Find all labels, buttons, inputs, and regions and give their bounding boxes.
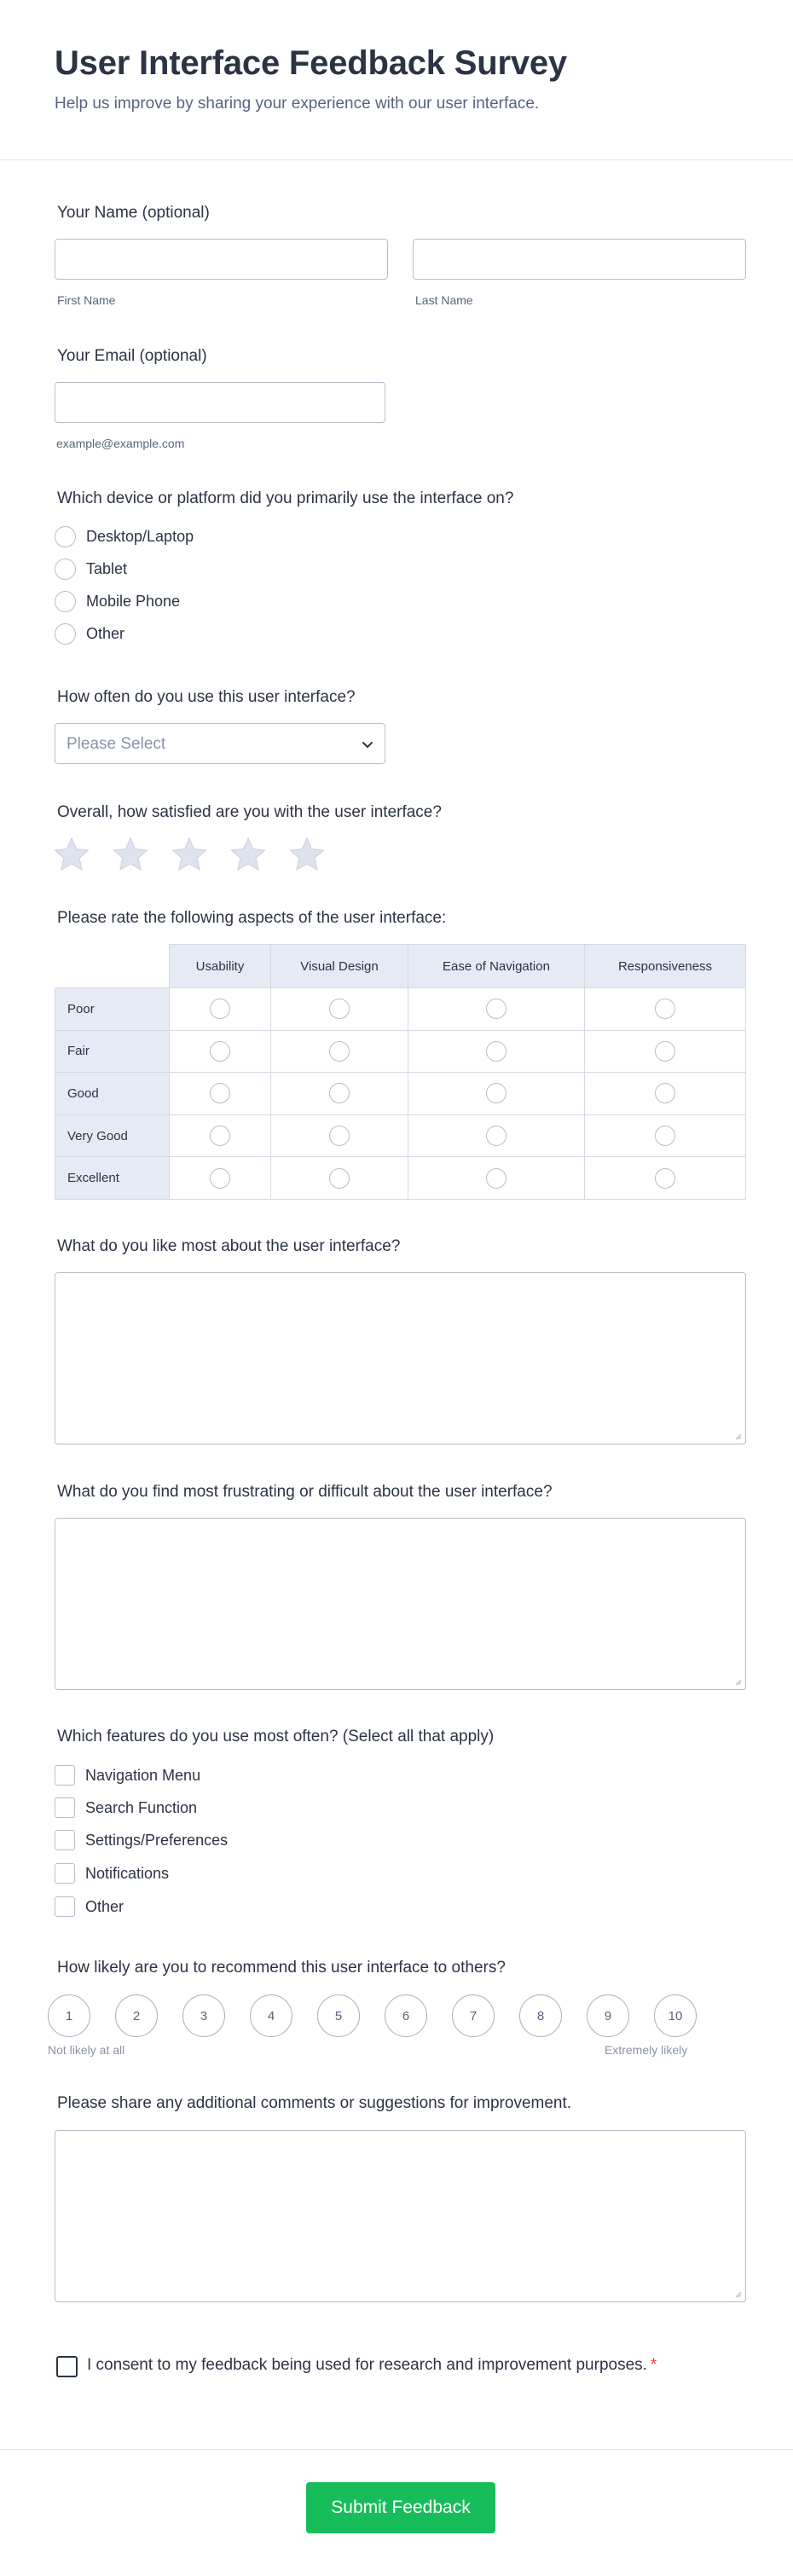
last-name-sublabel: Last Name [415,293,473,307]
satisfaction-question-label: Overall, how satisfied are you with the user interface? [57,803,442,821]
matrix-radio[interactable] [329,1126,350,1146]
matrix-row [55,1073,746,1115]
submit-button[interactable]: Submit Feedback [306,2482,495,2533]
radio-button[interactable] [55,591,76,612]
scale-option-4[interactable]: 4 [250,1994,292,2037]
star-icon[interactable] [288,836,326,873]
feature-option-search[interactable] [55,1796,197,1820]
device-option-mobile[interactable] [55,589,180,613]
matrix-column-header: Visual Design [271,945,408,988]
matrix-column-header: Ease of Navigation [408,945,585,988]
matrix-radio[interactable] [655,1083,675,1103]
first-name-input[interactable] [55,239,388,280]
matrix-radio[interactable] [329,1168,350,1189]
matrix-row [55,1030,746,1073]
comments-question-label: Please share any additional comments or suggestions for improvement. [57,2094,572,2112]
comments-textarea[interactable] [55,2130,746,2302]
radio-button[interactable] [55,623,76,645]
star-icon[interactable] [53,836,90,873]
option-label: Navigation Menu [85,1766,201,1784]
matrix-radio[interactable] [210,1126,230,1146]
form-header [0,0,793,160]
checkbox[interactable] [55,1797,75,1818]
page-subtitle: Help us improve by sharing your experience with our user interface. [55,95,540,113]
matrix-radio[interactable] [486,999,506,1019]
matrix-radio[interactable] [329,1041,350,1062]
consent-text: I consent to my feedback being used for research and improvement purposes. [87,2356,647,2374]
matrix-radio[interactable] [655,1168,675,1189]
option-label: Other [86,624,125,642]
matrix-radio[interactable] [210,1168,230,1189]
first-name-sublabel: First Name [57,293,116,307]
resize-handle-icon[interactable] [734,1433,742,1440]
scale-option-10[interactable]: 10 [654,1994,697,2037]
device-question-label: Which device or platform did you primarily use the interface on? [57,489,514,507]
matrix-radio[interactable] [655,1041,675,1062]
star-icon[interactable] [171,836,208,873]
feature-option-settings[interactable] [55,1828,228,1852]
scale-option-1[interactable]: 1 [48,1994,90,2037]
select-placeholder: Please Select [67,735,166,753]
matrix-radio[interactable] [486,1083,506,1103]
required-asterisk: * [650,2356,657,2374]
option-label: Notifications [85,1864,170,1882]
star-icon[interactable] [112,836,149,873]
email-input[interactable] [55,382,385,423]
checkbox[interactable] [55,1863,75,1884]
name-label: Your Name (optional) [57,204,210,222]
footer-divider [0,2449,793,2450]
matrix-radio[interactable] [329,999,350,1019]
page-title: User Interface Feedback Survey [55,44,567,82]
star-icon[interactable] [229,836,267,873]
consent-label[interactable] [55,2353,686,2377]
recommend-scale [48,1994,721,2037]
matrix-radio[interactable] [486,1126,506,1146]
matrix-radio[interactable] [210,1041,230,1062]
matrix-row-label: Fair [55,1030,170,1073]
last-name-input[interactable] [413,239,746,280]
matrix-radio[interactable] [655,1126,675,1146]
option-label: Desktop/Laptop [86,527,194,545]
matrix-radio[interactable] [486,1041,506,1062]
device-option-desktop[interactable] [55,524,194,548]
matrix-radio[interactable] [655,999,675,1019]
matrix-radio[interactable] [486,1168,506,1189]
matrix-column-header: Usability [170,945,271,988]
matrix-corner [55,945,170,988]
star-rating[interactable] [53,836,347,873]
matrix-row [55,1157,746,1200]
resize-handle-icon[interactable] [734,1678,742,1686]
features-question-label: Which features do you use most often? (Select all that apply) [57,1728,495,1745]
email-sublabel: example@example.com [56,437,185,450]
option-label: Search Function [85,1798,198,1816]
option-label: Tablet [86,559,128,577]
scale-option-9[interactable]: 9 [587,1994,629,2037]
likes-question-label: What do you like most about the user interface? [57,1237,401,1255]
scale-high-label: Extremely likely [605,2043,688,2057]
scale-low-label: Not likely at all [48,2043,125,2057]
rating-matrix [55,944,746,1200]
matrix-question-label: Please rate the following aspects of the user interface: [57,909,447,927]
matrix-row-label: Very Good [55,1114,170,1157]
matrix-row-label: Excellent [55,1157,170,1200]
recommend-question-label: How likely are you to recommend this user interface to others? [57,1959,506,1977]
email-label: Your Email (optional) [57,347,207,365]
matrix-radio[interactable] [210,1083,230,1103]
feature-option-notifications[interactable] [55,1861,169,1885]
resize-handle-icon[interactable] [734,2290,742,2298]
scale-option-8[interactable]: 8 [519,1994,562,2037]
frustrations-question-label: What do you find most frustrating or difficult about the user interface? [57,1483,553,1501]
matrix-row-label: Good [55,1073,170,1115]
scale-option-3[interactable]: 3 [182,1994,225,2037]
device-option-other[interactable] [55,622,124,645]
matrix-radio[interactable] [210,999,230,1019]
scale-option-6[interactable]: 6 [385,1994,427,2037]
scale-option-2[interactable]: 2 [115,1994,158,2037]
checkbox[interactable] [55,1765,75,1786]
checkbox[interactable] [55,1830,75,1850]
frustrations-textarea[interactable] [55,1518,746,1690]
matrix-radio[interactable] [329,1083,350,1103]
matrix-row-label: Poor [55,988,170,1031]
frequency-select[interactable] [55,723,385,764]
feature-option-navigation[interactable] [55,1763,200,1787]
option-label: Other [85,1897,124,1915]
frequency-question-label: How often do you use this user interface? [57,688,356,706]
likes-textarea[interactable] [55,1272,746,1444]
option-label: Settings/Preferences [85,1831,229,1849]
checkbox[interactable] [55,1896,75,1917]
scale-option-5[interactable]: 5 [317,1994,360,2037]
matrix-column-header: Responsiveness [585,945,746,988]
device-option-tablet[interactable] [55,557,127,581]
scale-option-7[interactable]: 7 [452,1994,495,2037]
radio-button[interactable] [55,559,76,580]
feature-option-other[interactable] [55,1895,124,1919]
option-label: Mobile Phone [86,592,181,610]
radio-button[interactable] [55,526,76,547]
matrix-row [55,1114,746,1157]
matrix-row [55,988,746,1031]
chevron-down-icon [359,736,376,753]
